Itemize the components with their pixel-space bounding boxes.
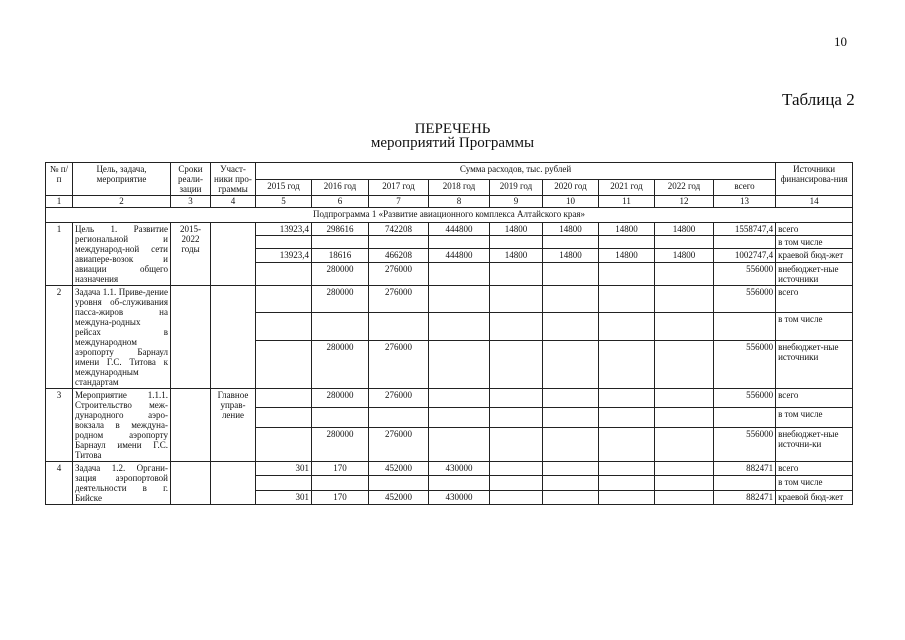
amount-cell [256,427,312,461]
amount-cell [490,389,543,408]
amount-cell [655,490,714,504]
amount-cell: 14800 [543,223,599,236]
column-number: 8 [429,196,490,208]
amount-cell [312,313,369,340]
amount-cell [312,408,369,427]
amount-cell: 452000 [369,462,429,476]
row-number: 3 [46,389,73,462]
amount-cell: 444800 [429,223,490,236]
header-year: 2016 год [312,179,369,196]
amount-cell [312,236,369,249]
amount-cell [714,236,776,249]
amount-cell [429,313,490,340]
measures-table [45,162,853,505]
amount-cell [543,462,599,476]
funding-source: внебюджет-ные источни-ки [776,427,853,461]
amount-cell [714,408,776,427]
amount-cell [543,490,599,504]
header-num: № п/п [46,163,73,196]
amount-cell: 556000 [714,427,776,461]
header-year: 2019 год [490,179,543,196]
amount-cell: 430000 [429,462,490,476]
column-number: 7 [369,196,429,208]
amount-cell [429,340,490,388]
amount-cell: 13923,4 [256,223,312,236]
funding-source: краевой бюд-жет [776,490,853,504]
amount-cell: 14800 [599,223,655,236]
column-number: 12 [655,196,714,208]
subtitle-line: мероприятий Программы [370,135,535,151]
amount-cell [490,236,543,249]
amount-cell [256,286,312,313]
amount-cell [256,313,312,340]
table-row [46,389,853,408]
amount-cell [543,408,599,427]
amount-cell: 280000 [312,340,369,388]
column-number: 11 [599,196,655,208]
amount-cell: 14800 [490,223,543,236]
row-terms [171,462,211,505]
amount-cell [429,262,490,285]
amount-cell [429,236,490,249]
amount-cell [599,389,655,408]
funding-source: в том числе [776,476,853,490]
amount-cell [655,476,714,490]
amount-cell [490,476,543,490]
amount-cell: 14800 [655,223,714,236]
header-year: 2015 год [256,179,312,196]
amount-cell [369,476,429,490]
amount-cell [543,427,599,461]
column-number: 6 [312,196,369,208]
row-participant [211,462,256,505]
row-number: 1 [46,223,73,286]
amount-cell [599,427,655,461]
amount-cell: 1002747,4 [714,249,776,262]
amount-cell [543,262,599,285]
column-number: 9 [490,196,543,208]
funding-source: внебюджет-ные источники [776,262,853,285]
amount-cell [714,476,776,490]
column-number: 2 [73,196,171,208]
amount-cell [655,427,714,461]
funding-source: краевой бюд-жет [776,249,853,262]
header-goal: Цель, задача, мероприятие [73,163,171,196]
funding-source: в том числе [776,408,853,427]
amount-cell [256,476,312,490]
amount-cell: 556000 [714,286,776,313]
amount-cell: 276000 [369,340,429,388]
amount-cell [490,262,543,285]
amount-cell [543,340,599,388]
amount-cell [490,313,543,340]
amount-cell [599,476,655,490]
amount-cell [543,313,599,340]
amount-cell: 466208 [369,249,429,262]
amount-cell: 14800 [655,249,714,262]
amount-cell [655,340,714,388]
amount-cell [490,427,543,461]
amount-cell: 280000 [312,262,369,285]
column-number: 5 [256,196,312,208]
amount-cell: 556000 [714,389,776,408]
row-number: 4 [46,462,73,505]
row-number: 2 [46,286,73,389]
document-title [0,122,905,150]
column-number: 10 [543,196,599,208]
amount-cell [256,408,312,427]
amount-cell [599,286,655,313]
amount-cell [429,389,490,408]
amount-cell [714,313,776,340]
amount-cell [655,286,714,313]
amount-cell [599,340,655,388]
header-year: всего [714,179,776,196]
amount-cell [429,408,490,427]
amount-cell [599,408,655,427]
amount-cell: 556000 [714,262,776,285]
amount-cell [312,476,369,490]
header-year: 2021 год [599,179,655,196]
funding-source: всего [776,389,853,408]
amount-cell: 742208 [369,223,429,236]
amount-cell [543,236,599,249]
amount-cell [655,462,714,476]
amount-cell [369,408,429,427]
header-year: 2018 год [429,179,490,196]
amount-cell: 556000 [714,340,776,388]
amount-cell [599,313,655,340]
funding-source: внебюджет-ные источники [776,340,853,388]
header-sources: Источники финансирова-ния [776,163,853,196]
column-number: 4 [211,196,256,208]
amount-cell [369,236,429,249]
row-participant [211,223,256,286]
header-year: 2020 год [543,179,599,196]
amount-cell: 276000 [369,286,429,313]
amount-cell [543,286,599,313]
column-number: 13 [714,196,776,208]
table-row [46,223,853,236]
amount-cell: 430000 [429,490,490,504]
funding-source: всего [776,223,853,236]
subprogram-row: Подпрограмма 1 «Развитие авиационного комплекса Алтайского края» [46,208,853,223]
row-name: Задача 1.2. Органи-зация аэропортовой деятельности в г. Бийске [73,462,171,505]
amount-cell [655,389,714,408]
amount-cell [599,462,655,476]
column-number: 3 [171,196,211,208]
amount-cell: 276000 [369,262,429,285]
funding-source: в том числе [776,236,853,249]
row-name: Цель 1. Развитие региональной и международ-ной сети авиапере-возок и авиации общего назначения [73,223,171,286]
header-year: 2017 год [369,179,429,196]
amount-cell [256,236,312,249]
amount-cell: 280000 [312,286,369,313]
table-label: Таблица 2 [782,90,855,109]
row-terms [171,286,211,389]
amount-cell [256,389,312,408]
amount-cell: 276000 [369,427,429,461]
funding-source: всего [776,286,853,313]
amount-cell: 882471 [714,490,776,504]
amount-cell: 18616 [312,249,369,262]
amount-cell [429,476,490,490]
amount-cell [599,490,655,504]
amount-cell [490,408,543,427]
amount-cell: 280000 [312,427,369,461]
table-row [46,462,853,476]
row-name: Мероприятие 1.1.1. Строительство меж-дународного аэро-вокзала в междуна-родном аэропорту Барнаул имени Г.С. Титова [73,389,171,462]
column-number: 14 [776,196,853,208]
amount-cell: 1558747,4 [714,223,776,236]
header-year: 2022 год [655,179,714,196]
amount-cell [256,262,312,285]
header-participants: Участ-ники про-граммы [211,163,256,196]
header-sum: Сумма расходов, тыс. рублей [256,163,776,180]
amount-cell [543,476,599,490]
amount-cell: 276000 [369,389,429,408]
amount-cell [543,389,599,408]
amount-cell [599,262,655,285]
amount-cell [490,340,543,388]
funding-source: в том числе [776,313,853,340]
amount-cell: 170 [312,490,369,504]
row-terms: 2015-2022 годы [171,223,211,286]
amount-cell: 882471 [714,462,776,476]
row-name: Задача 1.1. Приве-дение уровня об-служивания пасса-жиров на междуна-родных рейсах в международном аэропорту Барнаул имени Г.С. Титова к международным стандартам [73,286,171,389]
row-terms [171,389,211,462]
amount-cell [490,286,543,313]
amount-cell [599,236,655,249]
amount-cell: 301 [256,490,312,504]
amount-cell [655,408,714,427]
column-number: 1 [46,196,73,208]
amount-cell [655,236,714,249]
amount-cell: 14800 [490,249,543,262]
amount-cell: 170 [312,462,369,476]
row-participant: Главное управ-ление [211,389,256,462]
amount-cell: 13923,4 [256,249,312,262]
amount-cell [655,313,714,340]
page-number: 10 [834,34,847,49]
amount-cell [429,427,490,461]
amount-cell: 280000 [312,389,369,408]
amount-cell [429,286,490,313]
amount-cell: 301 [256,462,312,476]
row-participant [211,286,256,389]
amount-cell: 14800 [543,249,599,262]
amount-cell [490,462,543,476]
amount-cell: 298616 [312,223,369,236]
amount-cell: 452000 [369,490,429,504]
title-line: ПЕРЕЧЕНЬ [414,121,491,137]
amount-cell [256,340,312,388]
amount-cell [490,490,543,504]
header-terms: Сроки реали-зации [171,163,211,196]
table-row [46,286,853,313]
amount-cell: 444800 [429,249,490,262]
amount-cell: 14800 [599,249,655,262]
amount-cell [655,262,714,285]
amount-cell [369,313,429,340]
funding-source: всего [776,462,853,476]
